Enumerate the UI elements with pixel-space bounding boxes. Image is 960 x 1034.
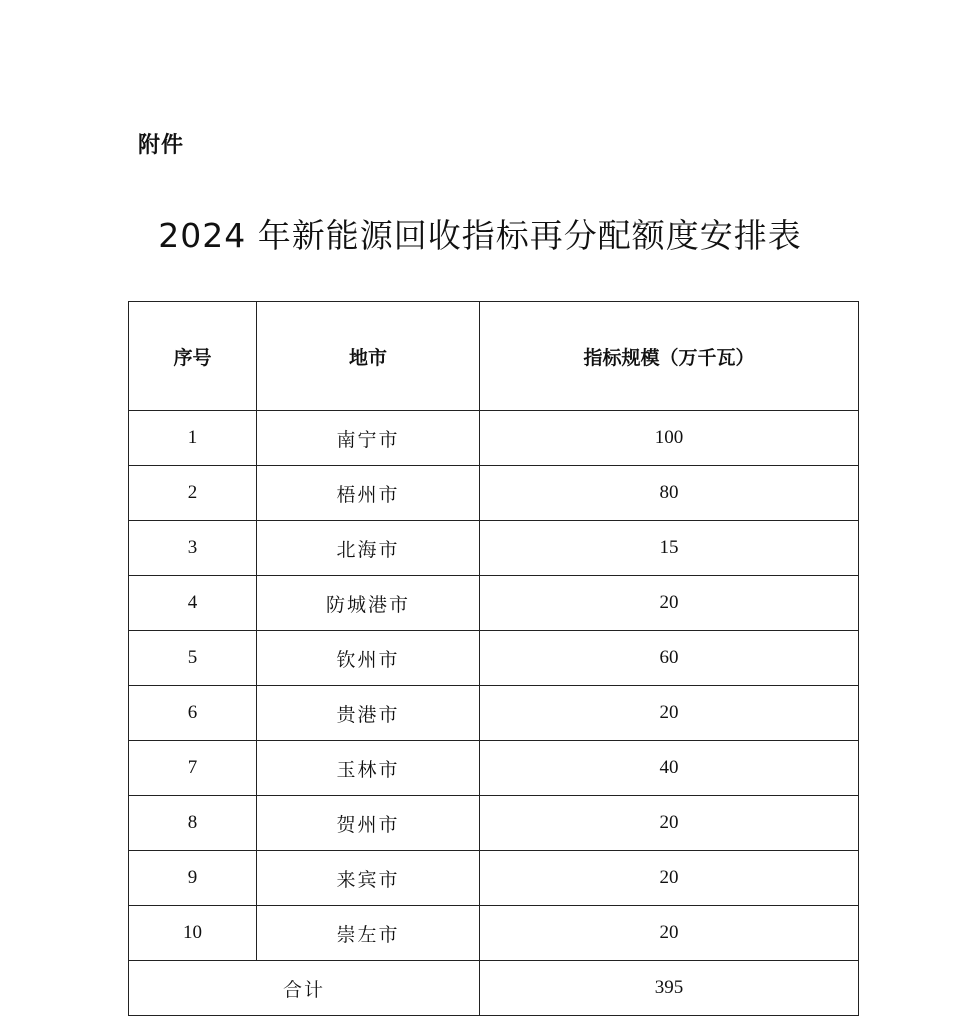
- row-quota: 80: [480, 466, 859, 521]
- table-row: [129, 851, 859, 906]
- header-city: 地市: [257, 302, 480, 411]
- table-row: [129, 906, 859, 961]
- row-index: 2: [129, 466, 257, 521]
- row-quota: 100: [480, 411, 859, 466]
- row-index: 4: [129, 576, 257, 631]
- table-row: [129, 741, 859, 796]
- header-quota: 指标规模（万千瓦）: [480, 302, 859, 411]
- row-city: 北海市: [257, 521, 480, 576]
- total-label: 合计: [129, 961, 480, 1016]
- quota-table: [128, 301, 859, 1016]
- row-quota: 20: [480, 576, 859, 631]
- table-row: [129, 686, 859, 741]
- table-header-row: [129, 302, 859, 411]
- table-row: [129, 411, 859, 466]
- table-row: [129, 576, 859, 631]
- row-index: 1: [129, 411, 257, 466]
- row-quota: 20: [480, 906, 859, 961]
- row-quota: 60: [480, 631, 859, 686]
- row-index: 8: [129, 796, 257, 851]
- total-quota: 395: [480, 961, 859, 1016]
- row-city: 崇左市: [257, 906, 480, 961]
- row-city: 南宁市: [257, 411, 480, 466]
- row-city: 来宾市: [257, 851, 480, 906]
- row-city: 防城港市: [257, 576, 480, 631]
- table-total-row: [129, 961, 859, 1016]
- row-quota: 20: [480, 851, 859, 906]
- table-row: [129, 466, 859, 521]
- row-quota: 40: [480, 741, 859, 796]
- row-quota: 15: [480, 521, 859, 576]
- row-quota: 20: [480, 796, 859, 851]
- row-index: 3: [129, 521, 257, 576]
- row-index: 9: [129, 851, 257, 906]
- page-title: 2024 年新能源回收指标再分配额度安排表: [158, 216, 802, 255]
- table-row: [129, 631, 859, 686]
- row-index: 7: [129, 741, 257, 796]
- row-city: 贵港市: [257, 686, 480, 741]
- header-index: 序号: [129, 302, 257, 411]
- attachment-label: 附件: [138, 133, 185, 158]
- row-city: 钦州市: [257, 631, 480, 686]
- table-row: [129, 796, 859, 851]
- row-city: 贺州市: [257, 796, 480, 851]
- row-index: 10: [129, 906, 257, 961]
- row-city: 玉林市: [257, 741, 480, 796]
- table-row: [129, 521, 859, 576]
- row-index: 6: [129, 686, 257, 741]
- row-quota: 20: [480, 686, 859, 741]
- row-index: 5: [129, 631, 257, 686]
- row-city: 梧州市: [257, 466, 480, 521]
